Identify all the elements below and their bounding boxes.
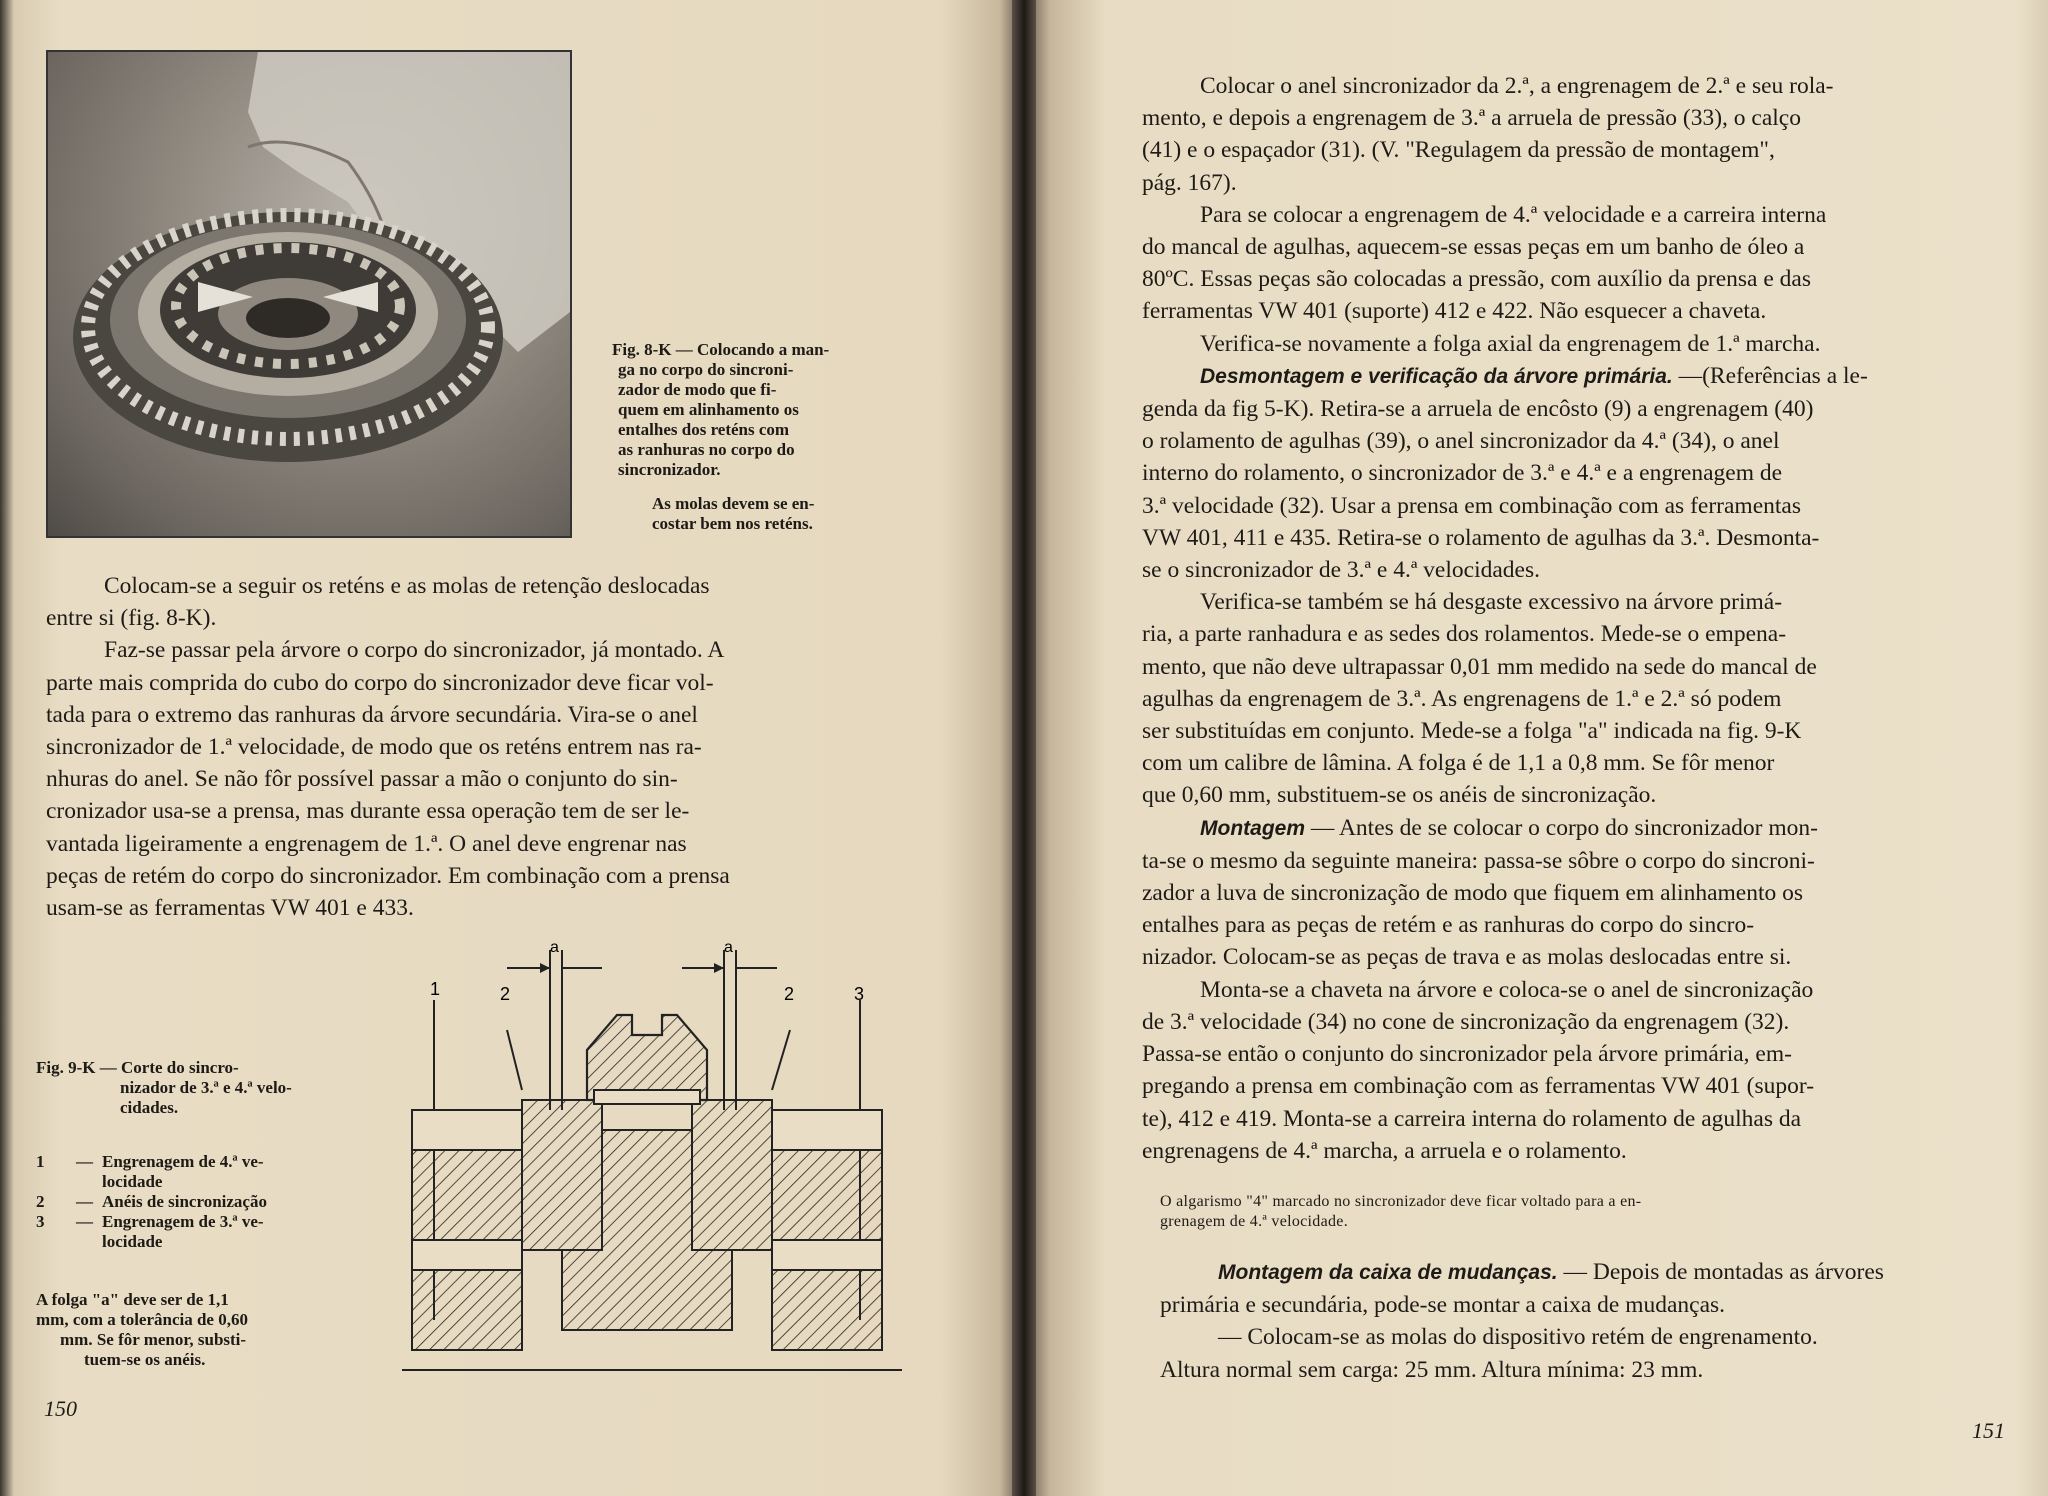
text-line: zador a luva de sincronização de modo que fiquem em alinhamento os (1142, 880, 1804, 907)
text-line: ser substituídas em conjunto. Mede-se a folga "a" indicada na fig. 9-K (1142, 718, 1802, 745)
fig9-cross-section-diagram (372, 940, 912, 1380)
text-line: mento, e depois a engrenagem de 3.ª a arruela de pressão (33), o calço (1142, 105, 1801, 132)
text-line: cronizador usa-se a prensa, mas durante essa operação tem de ser le- (46, 798, 690, 825)
section-heading: Montagem da caixa de mudanças. (1218, 1261, 1558, 1284)
text-line: 3.ª velocidade (32). Usar a prensa em combinação com as ferramentas (1142, 492, 1801, 519)
note-line: mm. Se fôr menor, substi- (60, 1330, 247, 1349)
caption-line: cidades. (120, 1098, 179, 1117)
legend-dash: — (76, 1192, 93, 1211)
note-line: tuem-se os anéis. (84, 1350, 206, 1369)
legend-item (36, 1192, 356, 1212)
caption-line: zador de modo que fi- (618, 380, 777, 399)
text-line: tada para o extremo das ranhuras da árvore secundária. Vira-se o anel (46, 701, 698, 728)
text-line: Altura normal sem carga: 25 mm. Altura mínima: 23 mm. (1160, 1356, 1704, 1383)
text-line: entre si (fig. 8-K). (46, 605, 217, 632)
fig9-legend (36, 1152, 356, 1252)
text-line: agulhas da engrenagem de 3.ª. As engrenagens de 1.ª e 2.ª só podem (1142, 685, 1782, 712)
legend-text: locidade (102, 1172, 163, 1191)
fig8-photo (46, 50, 572, 538)
diagram-label-1: 1 (430, 979, 441, 999)
text-line: VW 401, 411 e 435. Retira-se o rolamento de agulhas da 3.ª. Desmonta- (1142, 524, 1820, 551)
text-line: Colocam-se a seguir os reténs e as molas de retenção deslocadas (104, 573, 710, 599)
text-line: Passa-se então o conjunto do sincronizador pela árvore primária, em- (1142, 1041, 1792, 1068)
diagram-label-2-left: 2 (500, 984, 511, 1004)
caption-line: nizador de 3.ª e 4.ª velo- (120, 1078, 292, 1097)
text-line: engrenagens de 4.ª marcha, a arruela e o rolamento. (1142, 1137, 1627, 1164)
text-line: mento, que não deve ultrapassar 0,01 mm medido na sede do mancal de (1142, 653, 1817, 680)
note-block (1160, 1192, 2016, 1232)
text-run: — Antes de se colocar o corpo do sincronizador mon- (1305, 814, 1818, 841)
legend-text: locidade (102, 1232, 163, 1251)
fig9-caption (36, 1058, 356, 1118)
text-line: Faz-se passar pela árvore o corpo do sincronizador, já montado. A (104, 637, 725, 664)
fig8-note-line: costar bem nos reténs. (652, 514, 813, 533)
text-line: 80ºC. Essas peças são colocadas a pressão, com auxílio da prensa e das (1142, 266, 1811, 293)
text-line: sincronizador de 1.ª velocidade, de modo que os reténs entrem nas ra- (46, 734, 702, 761)
text-line: Monta-se a chaveta na árvore e coloca-se o anel de sincronização (1200, 976, 1814, 1003)
fig8-note-line: As molas devem se en- (652, 494, 815, 513)
caption-line: Fig. 8-K — Colocando a man- (612, 340, 830, 359)
text-line: parte mais comprida do cubo do corpo do sincronizador deve ficar vol- (46, 669, 714, 696)
text-line: usam-se as ferramentas VW 401 e 433. (46, 895, 414, 922)
text-line: Para se colocar a engrenagem de 4.ª velocidade e a carreira interna (1200, 201, 1827, 228)
text-line: ria, a parte ranhadura e as sedes dos rolamentos. Mede-se o empena- (1142, 621, 1787, 648)
diagram-label-a-right: a (724, 940, 733, 956)
caption-line: Fig. 9-K — Corte do sincro- (36, 1058, 239, 1077)
page-number-right: 151 (1972, 1418, 2005, 1443)
text-line: Verifica-se novamente a folga axial da engrenagem de 1.ª marcha. (1200, 330, 1821, 357)
text-line: te), 412 e 419. Monta-se a carreira interna do rolamento de agulhas da (1142, 1105, 1802, 1132)
text-line: entalhes para as peças de retém e as ranhuras do corpo do sincro- (1142, 912, 1755, 939)
legend-item (36, 1212, 356, 1252)
legend-number: 1 (36, 1152, 45, 1171)
text-line: Colocar o anel sincronizador da 2.ª, a engrenagem de 2.ª e seu rola- (1200, 73, 1834, 99)
text-line: o rolamento de agulhas (39), o anel sincronizador da 4.ª (34), o anel (1142, 428, 1780, 455)
section-heading-line (1160, 1256, 2020, 1289)
right-page (1036, 0, 2048, 1496)
text-line: ta-se o mesmo da seguinte maneira: passa-se sôbre o corpo do sincroni- (1142, 847, 1815, 874)
text-line: — Colocam-se as molas do dispositivo retém de engrenamento. (1218, 1324, 1818, 1351)
text-line: (41) e o espaçador (31). (V. "Regulagem da pressão de montagem", (1142, 137, 1775, 164)
diagram-label-3: 3 (854, 984, 865, 1004)
legend-item (36, 1152, 356, 1192)
fig9-note (36, 1290, 356, 1370)
text-run: — Depois de montadas as árvores (1557, 1259, 1884, 1285)
text-line: primária e secundária, pode-se montar a caixa de mudanças. (1160, 1292, 1726, 1319)
note-line: mm, com a tolerância de 0,60 (36, 1310, 248, 1329)
text-line: ferramentas VW 401 (suporte) 412 e 422. Não esquecer a chaveta. (1142, 298, 1767, 325)
text-line: genda da fig 5-K). Retira-se a arruela de encôsto (9) a engrenagem (40) (1142, 396, 1814, 423)
legend-dash: — (76, 1212, 93, 1231)
fig8-caption (612, 340, 930, 534)
text-line: pág. 167). (1142, 169, 1237, 196)
section-heading-line (1142, 360, 2014, 393)
text-line: peças de retém do corpo do sincronizador. Em combinação com a prensa (46, 862, 730, 889)
legend-text: Anéis de sincronização (102, 1192, 267, 1211)
page-number-left: 150 (44, 1396, 77, 1421)
text-line: vantada ligeiramente a engrenagem de 1.ª. O anel deve engrenar nas (46, 830, 687, 857)
legend-number: 3 (36, 1212, 45, 1231)
right-body-text-bottom (1160, 1256, 2020, 1386)
text-line: Verifica-se também se há desgaste excessivo na árvore primá- (1200, 589, 1783, 616)
text-line: nizador. Colocam-se as peças de trava e as molas deslocadas entre si. (1142, 944, 1792, 971)
diagram-label-a-left: a (550, 940, 559, 956)
book-gutter (1012, 0, 1036, 1496)
note-line: O algarismo "4" marcado no sincronizador deve ficar voltado para a en- (1160, 1193, 1642, 1210)
legend-text: Engrenagem de 4.ª ve- (102, 1152, 264, 1171)
caption-line: entalhes dos reténs com (618, 420, 790, 439)
left-page (0, 0, 1012, 1496)
text-line: pregando a prensa em combinação com as ferramentas VW 401 (supor- (1142, 1073, 1815, 1100)
text-line: que 0,60 mm, substituem-se os anéis de sincronização. (1142, 782, 1657, 809)
text-line: se o sincronizador de 3.ª e 4.ª velocidades. (1142, 557, 1540, 584)
legend-dash: — (76, 1152, 93, 1171)
text-line: do mancal de agulhas, aquecem-se essas peças em um banho de óleo a (1142, 234, 1805, 261)
left-body-text (46, 570, 920, 924)
legend-text: Engrenagem de 3.ª ve- (102, 1212, 264, 1231)
text-line: nhuras do anel. Se não fôr possível passar a mão o conjunto do sin- (46, 766, 678, 793)
text-line: com um calibre de lâmina. A folga é de 1,1 a 0,8 mm. Se fôr menor (1142, 750, 1775, 777)
diagram-label-2-right: 2 (784, 984, 795, 1004)
caption-line: quem em alinhamento os (618, 400, 799, 419)
caption-line: as ranhuras no corpo do (618, 440, 795, 459)
synchronizer-photo-illustration (48, 52, 570, 536)
text-run: —(Referências a le- (1672, 362, 1868, 389)
caption-line: ga no corpo do sincroni- (618, 360, 794, 379)
right-body-text (1142, 70, 2014, 1167)
section-heading-line (1142, 812, 2014, 845)
legend-number: 2 (36, 1192, 45, 1211)
section-heading: Desmontagem e verificação da árvore primária. (1200, 364, 1673, 388)
section-heading: Montagem (1200, 816, 1305, 840)
text-line: de 3.ª velocidade (34) no cone de sincronização da engrenagem (32). (1142, 1008, 1790, 1035)
caption-line: sincronizador. (618, 460, 721, 479)
note-line: grenagem de 4.ª velocidade. (1160, 1213, 1348, 1230)
note-line: A folga "a" deve ser de 1,1 (36, 1290, 229, 1309)
text-line: interno do rolamento, o sincronizador de 3.ª e 4.ª e a engrenagem de (1142, 460, 1783, 487)
